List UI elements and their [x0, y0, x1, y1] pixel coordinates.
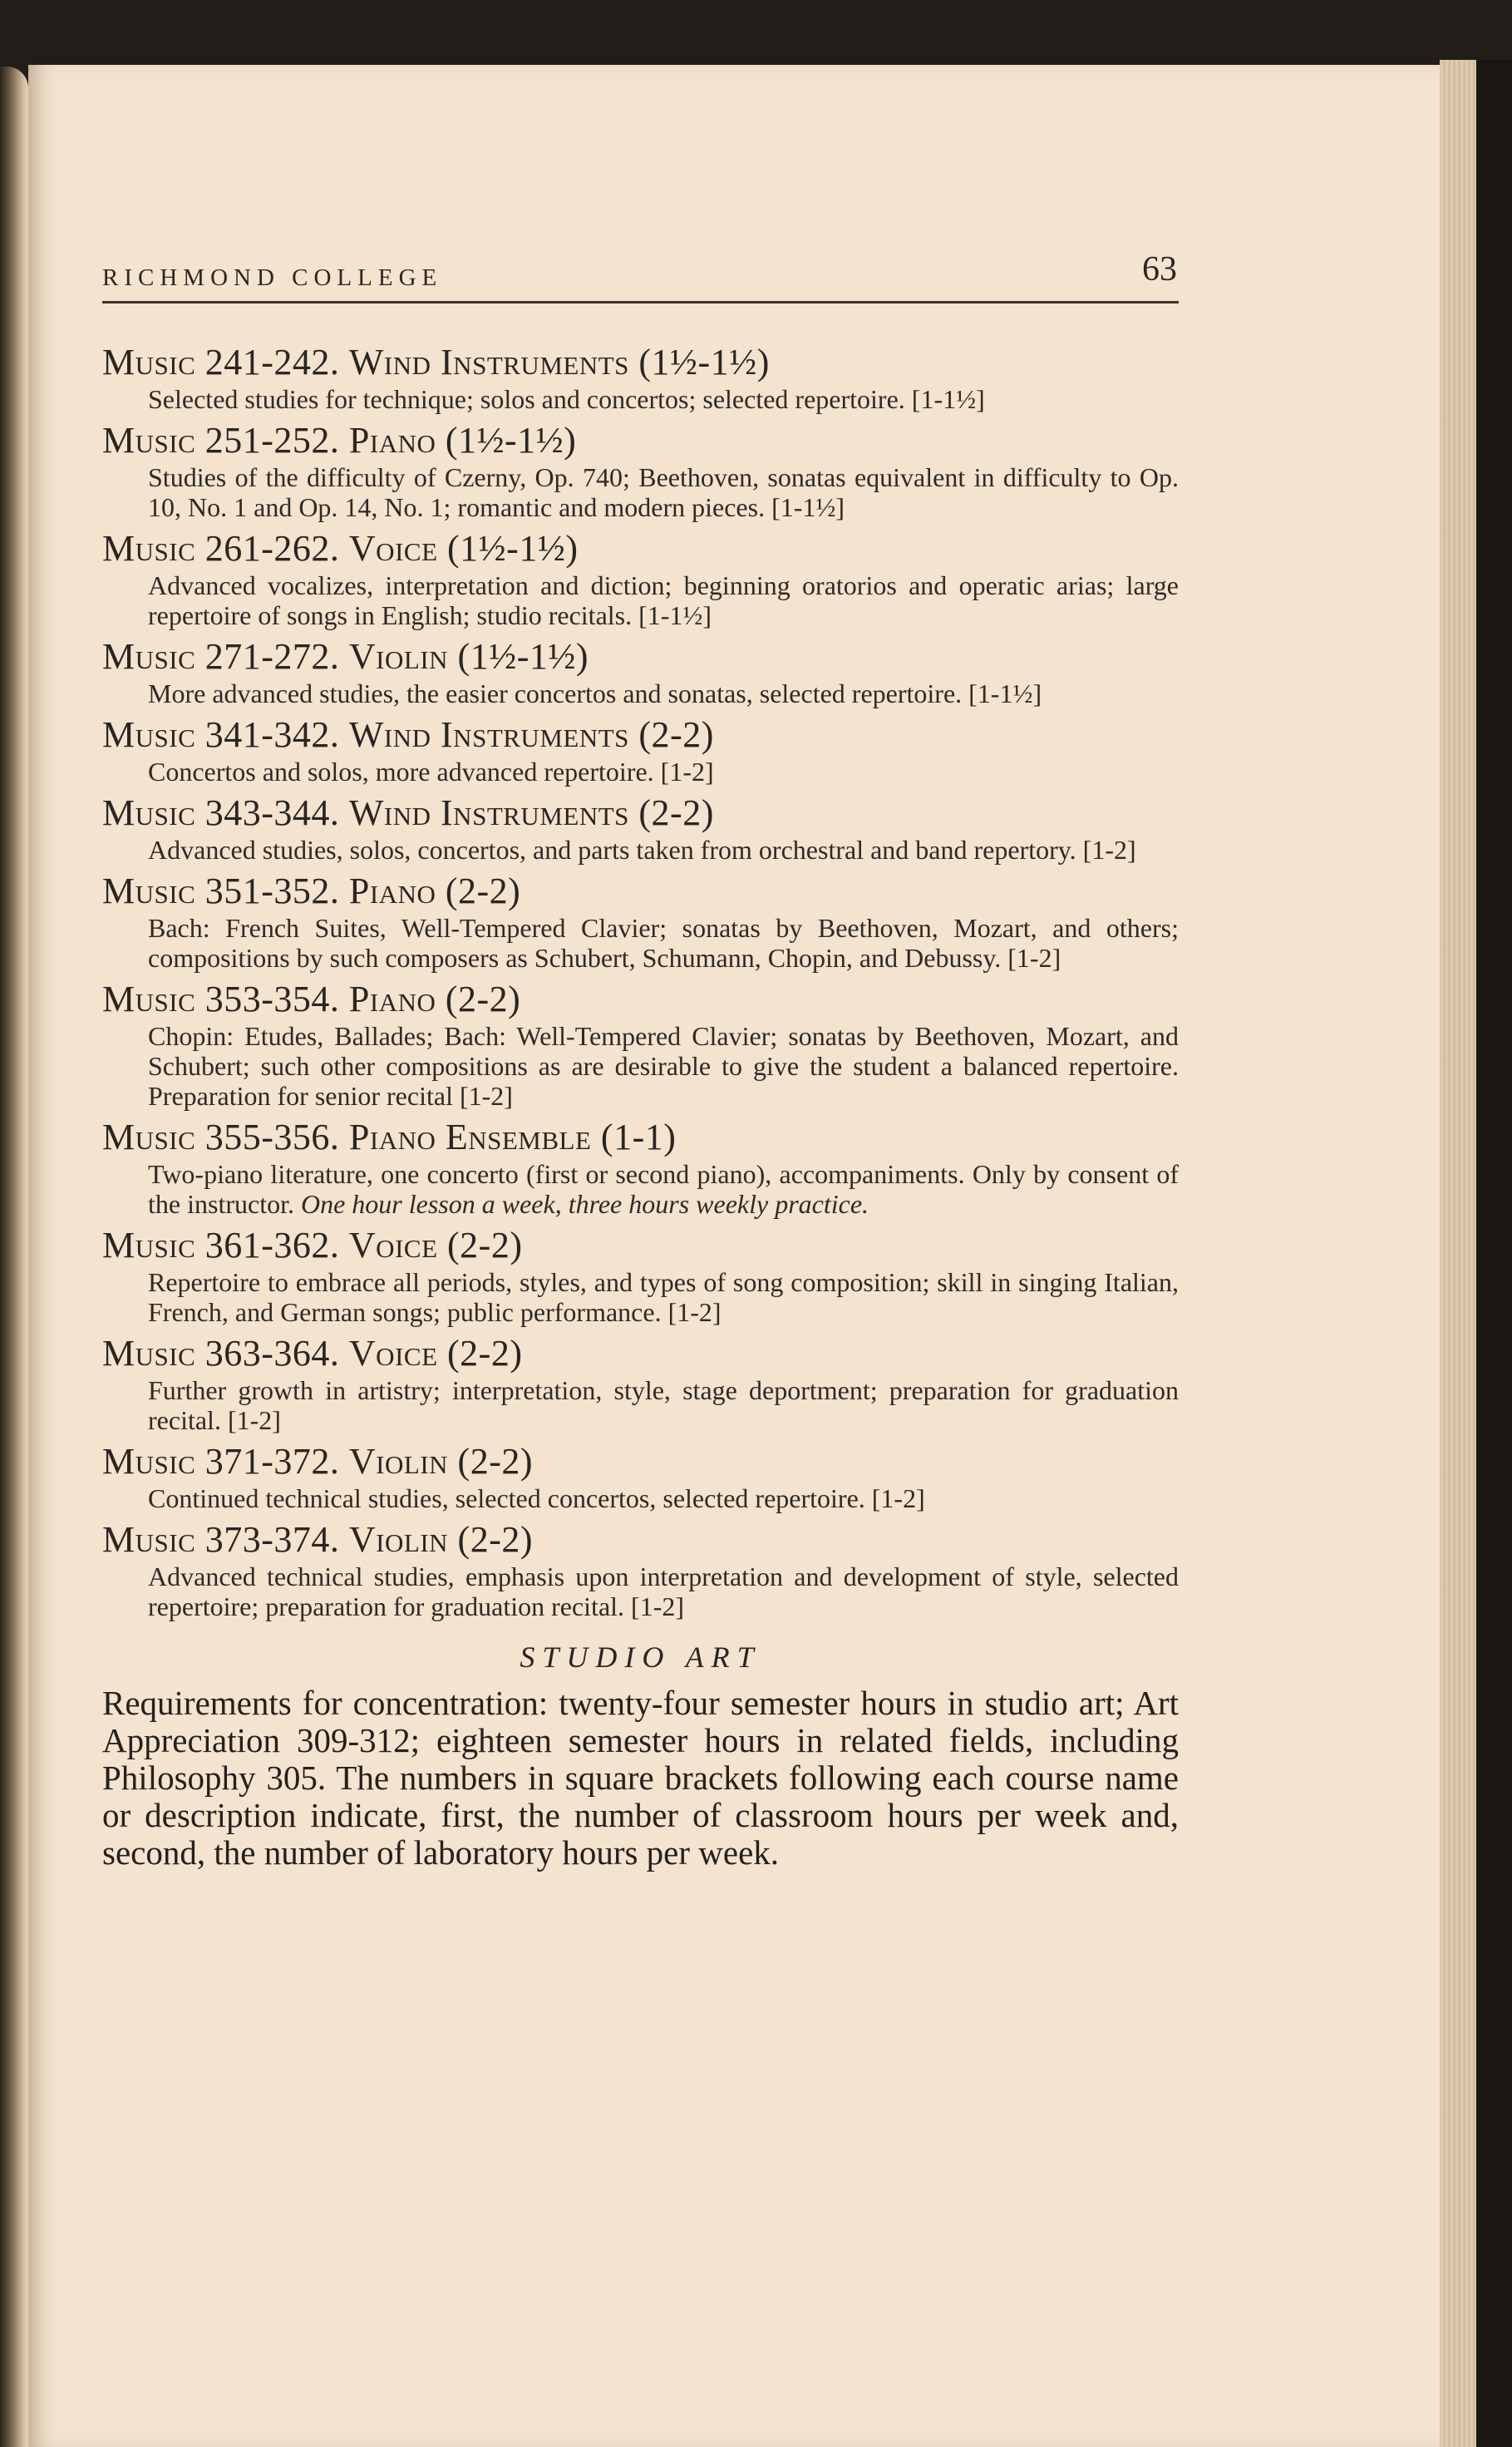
course-entry — [102, 713, 1179, 787]
course-heading — [102, 419, 1179, 462]
page-number: 63 — [1142, 250, 1177, 289]
course-title: Violin — [348, 636, 449, 677]
course-title: Piano Ensemble — [348, 1117, 592, 1157]
course-entry — [102, 1440, 1179, 1513]
course-title: Voice — [348, 1333, 438, 1374]
course-heading — [102, 341, 1179, 384]
course-title: Wind Instruments — [348, 792, 629, 833]
background-right — [1476, 60, 1512, 2447]
course-code: Music 251-252. — [102, 420, 340, 461]
course-description: Advanced technical studies, emphasis upon interpretation and development of style, selected repertoire; preparation for graduation recital. [1-2] — [148, 1561, 1179, 1621]
studio-art-requirements: Requirements for concentration: twenty-four semester hours in studio art; Art Appreciation 309-312; eighteen semester hours in related fields, including Philosophy 305. The numbers in square brackets following each course name or description indicate, first, the number of classroom hours per week and, second, the number of laboratory hours per week. — [102, 1684, 1179, 1872]
course-description-note: One hour lesson a week, three hours weekly practice. — [300, 1189, 869, 1219]
course-title: Voice — [348, 528, 438, 569]
section-title-studio-art: STUDIO ART — [520, 1640, 761, 1674]
course-entry — [102, 419, 1179, 522]
course-title: Voice — [348, 1225, 438, 1265]
course-code: Music 373-374. — [102, 1519, 340, 1560]
course-code: Music 355-356. — [102, 1117, 340, 1157]
course-credits: (1½-1½) — [445, 420, 577, 461]
course-description: Studies of the difficulty of Czerny, Op. 740; Beethoven, sonatas equivalent in difficulty to Op. 10, No. 1 and Op. 14, No. 1; romantic and modern pieces. [1-1½] — [148, 462, 1179, 522]
course-title: Violin — [348, 1519, 449, 1560]
course-description: Repertoire to embrace all periods, styles, and types of song composition; skill in singing Italian, French, and German songs; public performance. [1-2] — [148, 1267, 1179, 1327]
course-heading — [102, 713, 1179, 757]
course-title: Wind Instruments — [348, 714, 629, 755]
course-credits: (1½-1½) — [457, 636, 589, 677]
course-credits: (2-2) — [447, 1333, 523, 1374]
course-entry — [102, 870, 1179, 973]
course-code: Music 343-344. — [102, 792, 340, 833]
course-heading — [102, 792, 1179, 835]
course-credits: (2-2) — [638, 792, 714, 833]
course-credits: (2-2) — [638, 714, 714, 755]
course-description: Further growth in artistry; interpretation, style, stage deportment; preparation for graduation recital. [1-2] — [148, 1375, 1179, 1435]
page-stack-right-edge — [1440, 60, 1476, 2447]
course-credits: (2-2) — [445, 871, 521, 911]
course-title: Piano — [348, 420, 436, 461]
course-description: Concertos and solos, more advanced repertoire. [1-2] — [148, 757, 714, 787]
course-description: Advanced vocalizes, interpretation and diction; beginning oratorios and operatic arias; large repertoire of songs in English; studio recitals. [1-1½] — [148, 570, 1179, 630]
course-credits: (2-2) — [457, 1441, 534, 1482]
course-description — [148, 1159, 1179, 1219]
course-code: Music 361-362. — [102, 1225, 340, 1265]
course-title: Wind Instruments — [348, 342, 629, 382]
course-entry — [102, 792, 1179, 865]
course-entry — [102, 1332, 1179, 1435]
course-entry — [102, 978, 1179, 1111]
course-code: Music 363-364. — [102, 1333, 340, 1374]
course-title: Piano — [348, 871, 436, 911]
course-credits: (2-2) — [445, 979, 521, 1019]
course-entry — [102, 341, 1179, 414]
course-list — [102, 341, 1179, 1872]
course-credits: (1½-1½) — [638, 342, 770, 382]
course-code: Music 261-262. — [102, 528, 340, 569]
course-title: Violin — [348, 1441, 449, 1482]
course-description: Advanced studies, solos, concertos, and parts taken from orchestral and band repertory. [1-2] — [148, 835, 1136, 865]
course-heading — [102, 978, 1179, 1021]
course-heading — [102, 527, 1179, 570]
course-description: Chopin: Etudes, Ballades; Bach: Well-Tempered Clavier; sonatas by Beethoven, Mozart, and Schubert; such other compositions as are desirable to give the student a balanced repertoire. Preparation for senior recital [1-2] — [148, 1021, 1179, 1111]
course-description: Continued technical studies, selected concertos, selected repertoire. [1-2] — [148, 1483, 925, 1513]
course-credits: (2-2) — [447, 1225, 523, 1265]
course-heading — [102, 1224, 1179, 1267]
course-entry — [102, 1116, 1179, 1219]
course-entry — [102, 635, 1179, 708]
course-heading — [102, 1332, 1179, 1375]
course-heading — [102, 1116, 1179, 1159]
course-code: Music 371-372. — [102, 1441, 340, 1482]
course-heading — [102, 1518, 1179, 1561]
running-head — [102, 249, 1179, 303]
course-code: Music 353-354. — [102, 979, 340, 1019]
course-description: More advanced studies, the easier concertos and sonatas, selected repertoire. [1-1½] — [148, 678, 1042, 708]
course-entry — [102, 1518, 1179, 1621]
course-credits: (1-1) — [600, 1117, 677, 1157]
running-title: RICHMOND COLLEGE — [102, 264, 443, 291]
course-description-text: Two-piano literature, one concerto (first or second piano), accompaniments. Only by consent of the instructor. — [148, 1159, 1179, 1219]
course-description: Selected studies for technique; solos and concertos; selected repertoire. [1-1½] — [148, 384, 985, 414]
course-heading — [102, 1440, 1179, 1483]
course-heading — [102, 870, 1179, 913]
course-title: Piano — [348, 979, 436, 1019]
course-code: Music 271-272. — [102, 636, 340, 677]
course-description: Bach: French Suites, Well-Tempered Clavier; sonatas by Beethoven, Mozart, and others; compositions by such composers as Schubert, Schumann, Chopin, and Debussy. [1-2] — [148, 913, 1179, 973]
course-code: Music 351-352. — [102, 871, 340, 911]
course-heading — [102, 635, 1179, 678]
course-entry — [102, 1224, 1179, 1327]
course-credits: (1½-1½) — [447, 528, 579, 569]
course-code: Music 341-342. — [102, 714, 340, 755]
book-spine-left-edge — [0, 67, 28, 2447]
course-entry — [102, 527, 1179, 630]
course-code: Music 241-242. — [102, 342, 340, 382]
course-credits: (2-2) — [457, 1519, 534, 1560]
